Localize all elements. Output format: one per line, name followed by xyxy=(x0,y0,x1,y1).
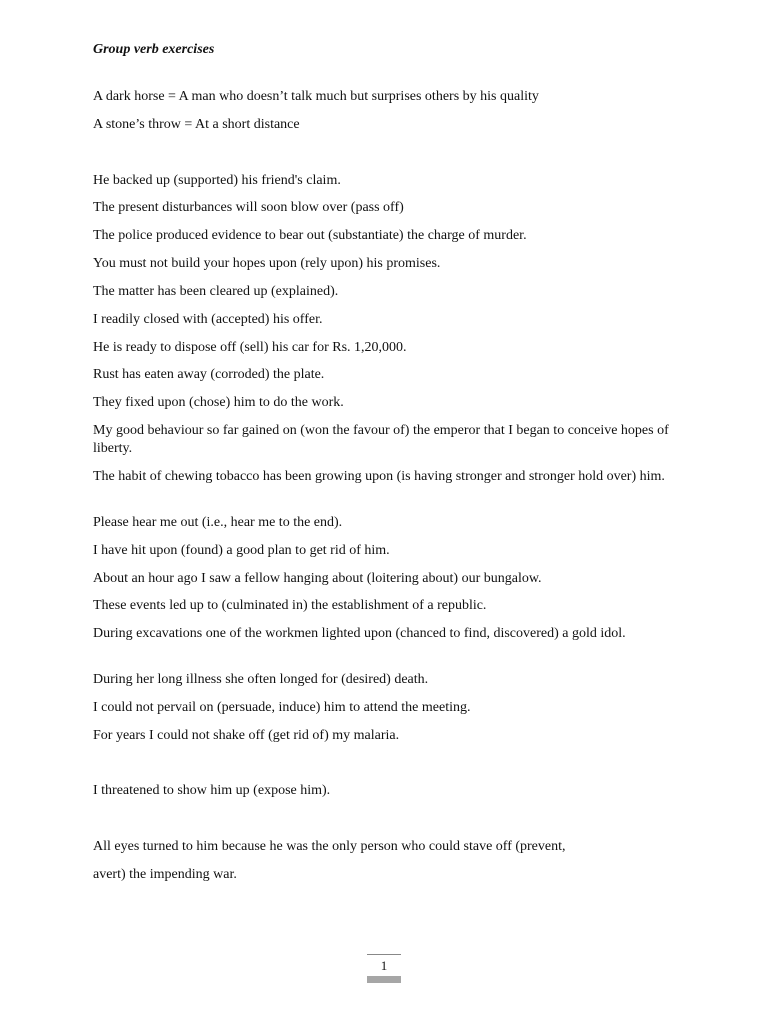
document-title: Group verb exercises xyxy=(93,42,215,57)
idiom-line: A stone’s throw = At a short distance xyxy=(93,117,300,132)
sentence-line: You must not build your hopes upon (rely upon) his promises. xyxy=(93,256,441,271)
sentence-line: The police produced evidence to bear out (substantiate) the charge of murder. xyxy=(93,228,527,243)
sentence-line: He backed up (supported) his friend's claim. xyxy=(93,173,341,188)
page-footer xyxy=(367,954,401,983)
footer-bar xyxy=(367,976,401,983)
sentence-line: The habit of chewing tobacco has been growing upon (is having stronger and stronger hold over) him. xyxy=(93,469,665,484)
sentence-line: All eyes turned to him because he was the only person who could stave off (prevent, xyxy=(93,839,566,854)
sentence-line: I threatened to show him up (expose him). xyxy=(93,783,331,798)
footer-rule xyxy=(367,954,401,955)
sentence-line: My good behaviour so far gained on (won the favour of) the emperor that I began to conceive hopes of liberty. xyxy=(93,423,669,456)
sentence-line: He is ready to dispose off (sell) his car for Rs. 1,20,000. xyxy=(93,340,407,355)
sentence-line: These events led up to (culminated in) the establishment of a republic. xyxy=(93,598,487,613)
page-number: 1 xyxy=(380,958,388,973)
sentence-line: They fixed upon (chose) him to do the work. xyxy=(93,395,344,410)
sentence-line: The present disturbances will soon blow over (pass off) xyxy=(93,200,404,215)
sentence-line: I readily closed with (accepted) his offer. xyxy=(93,312,323,327)
sentence-line: During excavations one of the workmen lighted upon (chanced to find, discovered) a gold idol. xyxy=(93,626,626,641)
idiom-line: A dark horse = A man who doesn’t talk much but surprises others by his quality xyxy=(93,89,539,104)
sentence-line: For years I could not shake off (get rid of) my malaria. xyxy=(93,728,400,743)
sentence-line: The matter has been cleared up (explained). xyxy=(93,284,339,299)
sentence-line: Rust has eaten away (corroded) the plate. xyxy=(93,367,325,382)
sentence-line: Please hear me out (i.e., hear me to the end). xyxy=(93,515,343,530)
sentence-line: I could not pervail on (persuade, induce) him to attend the meeting. xyxy=(93,700,471,715)
sentence-line: I have hit upon (found) a good plan to get rid of him. xyxy=(93,543,390,558)
sentence-line: About an hour ago I saw a fellow hanging about (loitering about) our bungalow. xyxy=(93,571,542,586)
sentence-line: During her long illness she often longed for (desired) death. xyxy=(93,672,429,687)
sentence-line: avert) the impending war. xyxy=(93,867,237,882)
